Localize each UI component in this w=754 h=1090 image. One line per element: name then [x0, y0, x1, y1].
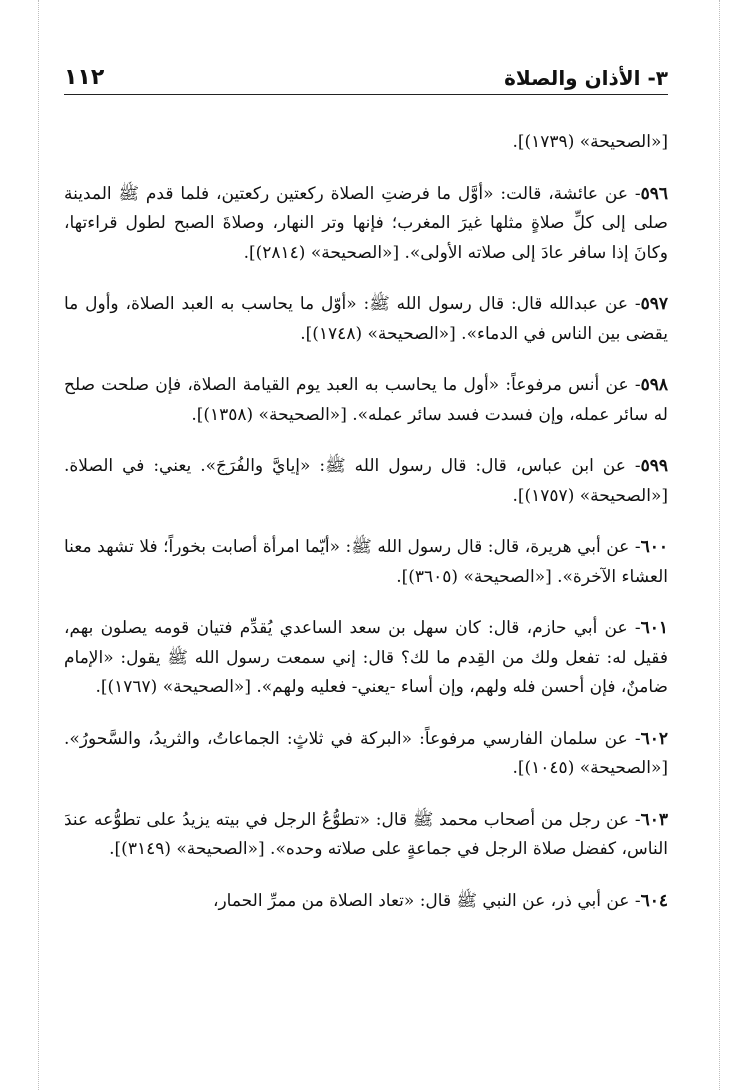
right-margin-guide [719, 0, 720, 1090]
hadith-number: ٥٩٩ [640, 456, 668, 476]
hadith-text: [«الصحيحة» (١٧٣٩)]. [512, 132, 668, 152]
header-rule [64, 94, 668, 95]
hadith-number: ٦٠٠ [640, 537, 668, 557]
hadith-paragraph [64, 290, 668, 349]
hadith-number: ٦٠٢ [640, 728, 668, 749]
hadith-text: - عن ابن عباس، قال: قال رسول الله ﷺ: «إيايَّ والفُرَجَ». يعني: في الصلاة. [«الصحيحة» (١٧٥٧)]. [64, 456, 668, 506]
chapter-title: ٣- الأذان والصلاة [504, 66, 668, 90]
page-header [64, 54, 668, 90]
hadith-number: ٦٠١ [640, 618, 668, 638]
hadith-text: - عن رجل من أصحاب محمد ﷺ قال: «تطوُّعُ الرجل في بيته يزيدُ على تطوُّعه عندَ الناس، كفضل صلاة الرجل في جماعةٍ على صلاته وحده». [«الصحيحة» (٣١٤٩)]. [64, 809, 668, 859]
hadith-text: - عن عائشة، قالت: «أوَّل ما فرضتِ الصلاة ركعتين ركعتين، فلما قدم ﷺ المدينة صلى إلى كلِّ صلاةٍ مثلها غيرَ المغرب؛ فإنها وتر النهار، وصلاةَ الصبح لطول قراءتها، وكانَ إذا سافر عادَ إلى صلاته الأولى». [«الصحيحة» (٢٨١٤)]. [64, 183, 668, 263]
hadith-text: - عن أبي هريرة، قال: قال رسول الله ﷺ: «أيّما امرأة أصابت بخوراً؛ فلا تشهد معنا العشاء الآخرة». [«الصحيحة» (٣٦٠٥)]. [64, 537, 668, 587]
hadith-paragraph [64, 614, 668, 703]
hadith-paragraph [64, 533, 668, 592]
hadith-paragraph [64, 887, 668, 917]
hadith-paragraph [64, 806, 668, 865]
hadith-number: ٥٩٨ [640, 375, 668, 395]
hadith-number: ٥٩٦ [640, 183, 668, 204]
hadith-paragraph [64, 128, 668, 158]
page-body [64, 128, 668, 938]
hadith-paragraph [64, 452, 668, 511]
hadith-number: ٦٠٤ [640, 890, 668, 911]
hadith-number: ٦٠٣ [640, 809, 668, 830]
hadith-text: - عن أبي حازم، قال: كان سهل بن سعد الساعدي يُقدِّم فتيان قومه يصلون بهم، فقيل له: تفعل ولك من القِدم ما لك؟ قال: إني سمعت رسول الله ﷺ يقول: «الإمام ضامنٌ، فإن أحسن فله ولهم، وإن أساء -يعني- فعليه ولهم». [«الصحيحة» (١٧٦٧)]. [64, 618, 668, 697]
hadith-number: ٥٩٧ [640, 294, 668, 314]
hadith-text: - عن أبي ذر، عن النبي ﷺ قال: «تعاد الصلاة من ممرِّ الحمار، [212, 890, 641, 911]
hadith-text: - عن عبدالله قال: قال رسول الله ﷺ: «أوّل ما يحاسب به العبد الصلاة، وأول ما يقضى بين الناس في الدماء». [«الصحيحة» (١٧٤٨)]. [64, 294, 668, 344]
hadith-paragraph [64, 180, 668, 269]
hadith-text: - عن أنس مرفوعاً: «أول ما يحاسب به العبد يوم القيامة الصلاة، فإن صلحت صلح له سائر عمله، وإن فسدت فسد سائر عمله». [«الصحيحة» (١٣٥٨)]. [64, 375, 668, 425]
page-number: ١١٢ [64, 65, 105, 90]
left-margin-guide [38, 0, 39, 1090]
hadith-paragraph [64, 371, 668, 430]
hadith-paragraph [64, 725, 668, 784]
hadith-text: - عن سلمان الفارسي مرفوعاً: «البركة في ثلاثٍ: الجماعاتُ، والثريدُ، والسَّحورُ». [«الصحيحة» (١٠٤٥)]. [64, 728, 668, 778]
